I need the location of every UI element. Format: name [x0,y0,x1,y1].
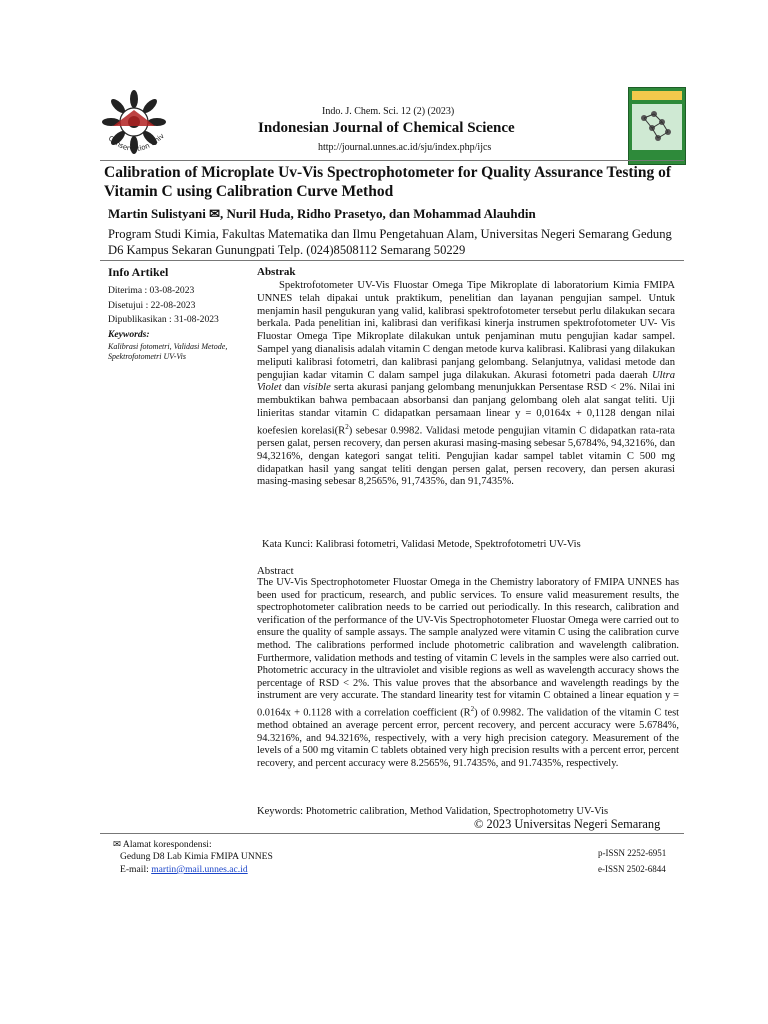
corr-label: ✉ Alamat korespondensi: [113,839,212,850]
journal-cover-image [628,87,686,165]
keywords-en: Keywords: Photometric calibration, Method Validation, Spectrophotometry UV-Vis [257,806,609,817]
email-link[interactable]: martin@mail.unnes.ac.id [151,863,248,875]
abstract-heading: Abstract [257,565,294,577]
kata-kunci: Kata Kunci: Kalibrasi fotometri, Validasi Metode, Spektrofotometri UV-Vis [262,539,581,550]
affiliation: Program Studi Kimia, Fakultas Matematika dan Ilmu Pengetahuan Alam, Universitas Negeri Semarang Gedung D6 Kampus Sekaran Gunungpati Telp. (024)8508112 Semarang 50229 [108,227,672,257]
abstract-text: The UV-Vis Spectrophotometer Fluostar Omega in the Chemistry laboratory of FMIPA UNNES has been used for practicum, research, and public services. To ensure valid measurement results, the spectrophotometer calibration needs to be carried out periodically. In this research, calibration and verification of the performance of the UV-Vis Spectrophotometer Fluostar Omega were carried out to ensure the quality of sample assays. The sample analyzed were vitamin C using the calibration curve method. The calibrations performed include photometric calibration and wavelength calibration. Furthermore, validation methods and testing of vitamin C levels in the samples were also carried out. Photometric accuracy in the ultraviolet and visible regions as well as wavelength accuracy shows the percentage of RSD < 2%. This value proves that the absorbance and wavelength readings by the instrument are very accurate. The standard linearity test for vitamin C obtained a linear equation y = 0.0164x + 0.1128 with a correlation coefficient $(R^2)$ of 0.9982. The validation of the vitamin C test method obtained an average percent error, percent recovery, and percent accuracy were 5.6784%, 94.3216%, and 94.3216%, respectively, with a very high precision category. Measurement of the levels of a 500 mg vitamin C tablets obtained very high precision results with a percent error, percent recovery, and percent accuracy were 8.2565%, 91.7435%, and 91.7435%, respectively. [257,577,679,769]
published-date: Dipublikasikan : 31-08-2023 [108,314,219,325]
corr-address: Gedung D8 Lab Kimia FMIPA UNNES [120,851,273,863]
citation: Indo. J. Chem. Sci. 12 (2) (2023) [322,106,455,117]
info-heading: Info Artikel [108,265,169,279]
received-date: Diterima : 03-08-2023 [108,285,195,296]
accepted-date: Disetujui : 22-08-2023 [108,299,196,311]
abstrak-text: Spektrofotometer UV-Vis Fluostar Omega Tipe Mikroplate di laboratorium Kimia FMIPA UNNES telah dipakai untuk praktikum, penelitian dan layanan pengujian sampel. Untuk menjamin hasil pengukuran yang valid, kalibrasi spektrofotometer tersebut perlu dilakukan secara berkala. Pada penelitian ini, kalibrasi dan verifikasi kinerja instrumen spektrofotometer UV- Vis Fluostar Omega Tipe Mikroplate dilakukan untuk penjaminan mutu pengujian kadar sampel. Sampel yang dianalisis adalah vitamin C dengan metode kurva kalibrasi. Kalibrasi yang dilakukan meliputi kalibrasi fotometri, dan kalibrasi panjang gelombang. Selanjutnya, validasi metode dan pengujian kadar vitamin C dalam sampel juga dilakukan. Akurasi fotometri pada daerah Ultra Violet dan visible serta akurasi panjang gelombang menunjukkan Persentase RSD < 2%. Nilai ini membuktikan bahwa pembacaan absorbansi dan panjang gelombang oleh alat sangat teliti. Uji linieritas standar vitamin C didapatkan persamaan linear y = 0,0164x + 0,1128 dengan nilai koefesien $korelasi(R^2)$ sebesar 0.9982. Validasi metode pengujian vitamin C didapatkan rata-rata persen galat, persen recovery, dan persen akurasi masing-masing sebesar 5,6784%, 94,3216%, dan 94,3216%, dengan kategori sangat teliti. Pengujian kadar sampel tablet vitamin C 500 mg didapatkan hasil yang sangat teliti dengan persen galat, persen recovery, dan persen akurasi masing-masing sebesar 8,2565%, 91,7435%, dan 91,7435%. [257,280,675,488]
journal-url[interactable]: http://journal.unnes.ac.id/sju/index.php/ijcs [318,142,492,153]
email-label: E-mail: [120,863,149,875]
keywords-label: Keywords: [108,328,150,340]
logo-text: Conservation Univ [106,131,166,154]
university-logo [95,86,173,164]
article-info [108,284,236,362]
journal-name: Indonesian Journal of Chemical Science [258,120,515,136]
copyright: © 2023 Universitas Negeri Semarang [474,817,661,831]
abstrak-heading: Abstrak [257,266,296,278]
authors: Martin Sulistyani ✉, Nuril Huda, Ridho Prasetyo, dan Mohammad Alauhdin [108,206,536,221]
article-title: Calibration of Microplate Uv-Vis Spectrophotometer for Quality Assurance Testing of Vitamin C using Calibration Curve Method [104,164,672,200]
e-issn: e-ISSN 2502-6844 [598,864,666,874]
p-issn: p-ISSN 2252-6951 [598,848,667,858]
keywords-list: Kalibrasi fotometri, Validasi Metode, Spektrofotometri UV-Vis [108,342,228,361]
correspondence [113,839,273,876]
